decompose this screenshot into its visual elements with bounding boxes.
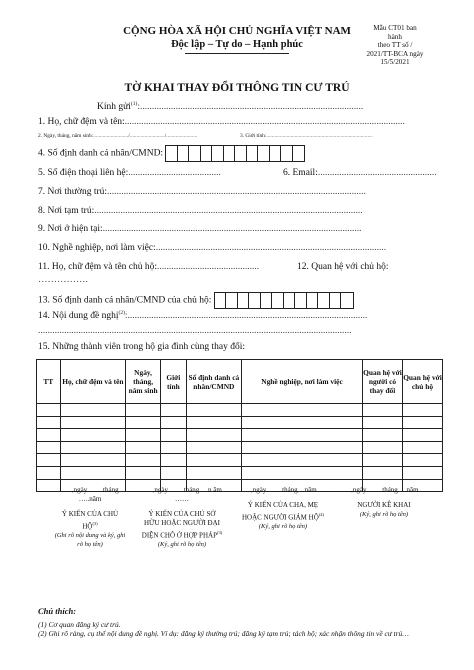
head-id-number-field[interactable] [38, 292, 354, 309]
signature-role: Ý KIẾN CỦA CHA, MẸ HOẶC NGƯỜI GIÁM HỘ$^{(4)}$ [241, 501, 325, 522]
signature-hint: (Ghi rõ nội dung và ký, ghi rõ họ tên) [54, 532, 126, 549]
fill-line: :..................................................................................................... [124, 311, 368, 322]
table-cell[interactable] [161, 429, 187, 442]
table-cell[interactable] [362, 466, 402, 479]
table-cell[interactable] [242, 429, 363, 442]
signature-block-declarant [338, 486, 430, 519]
table-cell[interactable] [37, 441, 61, 454]
email-label: 6. Email: [283, 168, 318, 178]
table-cell[interactable] [60, 404, 126, 417]
table-cell[interactable] [126, 404, 161, 417]
recipient-field[interactable] [97, 101, 363, 112]
table-header: Quan hệ với chủ hộ [402, 360, 442, 404]
signature-hint: (Ký, ghi rõ họ tên) [258, 523, 308, 531]
fill-line: ....................................... [128, 168, 221, 178]
table-cell[interactable] [60, 466, 126, 479]
id-number-label: 4. Số định danh cá nhân/CMND: [38, 148, 164, 159]
signature-hint: (Ký, ghi rõ họ tên) [157, 541, 207, 549]
table-header: Họ, chữ đệm và tên [60, 360, 126, 404]
table-cell[interactable] [242, 441, 363, 454]
signature-date: …..,ngày…….tháng….năm … [340, 486, 428, 494]
permanent-residence-label: 7. Nơi thường trú: [38, 187, 108, 197]
signature-date: …..,ngày…….tháng…năm … [240, 486, 326, 494]
table-cell[interactable] [186, 441, 241, 454]
table-cell[interactable] [186, 404, 241, 417]
table-cell[interactable] [402, 429, 442, 442]
form-code [364, 24, 426, 67]
fill-line: ……………. [38, 275, 88, 285]
fill-line: ................................................................................................................. [94, 206, 363, 216]
date-separator: / [128, 133, 130, 139]
fill-line: ............................................................................................................. [102, 224, 362, 234]
signature-role: NGƯỜI KÊ KHAI [357, 501, 411, 509]
fill-line: ...................................................................................................................... [124, 117, 405, 127]
date-separator: / [164, 133, 167, 139]
table-cell[interactable] [126, 429, 161, 442]
table-cell[interactable] [37, 416, 61, 429]
form-code-line: theo TT số / [377, 41, 413, 50]
table-cell[interactable] [362, 441, 402, 454]
table-cell[interactable] [161, 466, 187, 479]
signature-date: …..,ngày…….tháng….n ăm …… [142, 486, 222, 503]
signature-block-owner [140, 486, 224, 549]
fill-line: ....................... [166, 133, 198, 139]
dob-label: 2. Ngày, tháng, năm sinh: [38, 133, 94, 139]
table-cell[interactable] [126, 416, 161, 429]
table-row [37, 454, 443, 467]
table-cell[interactable] [402, 466, 442, 479]
table-header: TT [37, 360, 61, 404]
table-cell[interactable] [402, 441, 442, 454]
table-header: Nghề nghiệp, nơi làm việc [242, 360, 363, 404]
table-cell[interactable] [242, 454, 363, 467]
request-content-field[interactable] [38, 310, 367, 321]
occupation-field[interactable] [38, 243, 386, 253]
fill-line: ........................................... [157, 262, 260, 272]
temporary-residence-field[interactable] [38, 206, 363, 216]
table-cell[interactable] [126, 441, 161, 454]
table-row [37, 441, 443, 454]
table-cell[interactable] [242, 404, 363, 417]
table-header: Quan hệ với người có thay đổi [362, 360, 402, 404]
table-cell[interactable] [242, 466, 363, 479]
temporary-residence-label: 8. Nơi tạm trú: [38, 206, 95, 216]
full-name-field[interactable] [38, 117, 405, 127]
table-header: Ngày, tháng, năm sinh [126, 360, 161, 404]
table-row [37, 466, 443, 479]
table-cell[interactable] [161, 404, 187, 417]
table-cell[interactable] [161, 416, 187, 429]
table-header: Số định danh cá nhân/CMND [186, 360, 241, 404]
fill-line: ............................................................................... [266, 133, 373, 139]
table-cell[interactable] [60, 454, 126, 467]
recipient-label: Kính gửi [97, 102, 131, 113]
relation-to-head-field[interactable] [297, 262, 389, 272]
fill-line: .................................................................................................................................... [38, 326, 352, 336]
table-cell[interactable] [186, 429, 241, 442]
table-cell[interactable] [37, 404, 61, 417]
phone-field[interactable] [38, 168, 221, 178]
signature-date: …..,ngày…….tháng …..năm [61, 486, 119, 503]
table-cell[interactable] [60, 429, 126, 442]
signature-block-guardian [238, 486, 328, 531]
table-row [37, 416, 443, 429]
motto-underline [185, 53, 289, 54]
table-cell[interactable] [402, 404, 442, 417]
form-code-line: hành [388, 32, 402, 41]
table-cell[interactable] [60, 416, 126, 429]
table-cell[interactable] [402, 454, 442, 467]
footnote-ref: (2) [118, 310, 125, 316]
notes-title: Chú thích: [38, 606, 77, 616]
form-code-line: Mẫu CT01 ban [373, 24, 417, 32]
table-cell[interactable] [186, 466, 241, 479]
signature-hint: (Ký, ghi rõ họ tên) [359, 511, 409, 518]
form-title: TỜ KHAI THAY ĐỔI THÔNG TIN CƯ TRÚ [124, 82, 350, 94]
signature-block-household-head [54, 486, 126, 549]
gender-label: 3. Giới tính: [240, 133, 267, 139]
table-cell[interactable] [37, 454, 61, 467]
household-head-name-field[interactable] [38, 262, 259, 272]
footnote-ref: (1) [130, 101, 138, 107]
table-cell[interactable] [402, 416, 442, 429]
fill-line: .......................... [129, 133, 165, 139]
table-row [37, 404, 443, 417]
head-id-number-label: 13. Số định danh cá nhân/CMND của chủ hộ: [38, 295, 212, 306]
signature-role: Ý KIẾN CỦA CHỦ HỘ$^{(3)}$ [61, 510, 119, 531]
table-cell[interactable] [60, 441, 126, 454]
table-cell[interactable] [186, 416, 241, 429]
current-residence-label: 9. Nơi ở hiện tại: [38, 224, 103, 234]
form-code-line: 15/5/2021 [380, 58, 410, 67]
table-cell[interactable] [37, 466, 61, 479]
table-row [37, 429, 443, 442]
table-cell[interactable] [37, 429, 61, 442]
table-cell[interactable] [126, 454, 161, 467]
members-heading: 15. Những thành viên trong hộ gia đình cùng thay đổi: [38, 342, 245, 352]
signature-role: Ý KIẾN CỦA CHỦ SỞ HỮU HOẶC NGƯỜI ĐẠI DIỆN CHỖ Ở HỢP PHÁP$^{(3)}$ [141, 510, 223, 540]
head-id-number-boxes[interactable] [214, 292, 354, 309]
relation-to-head-label: 12. Quan hệ với chủ hộ: [297, 262, 389, 272]
full-name-label: 1. Họ, chữ đệm và tên: [38, 117, 125, 127]
members-table [36, 359, 443, 492]
fill-line: ................................................................................................. [155, 243, 387, 253]
household-head-name-label: 11. Họ, chữ đệm và tên chủ hộ: [38, 262, 158, 272]
occupation-label: 10. Nghề nghiệp, nơi làm việc: [38, 243, 156, 253]
fill-line: .................................................. [317, 168, 437, 178]
table-cell[interactable] [161, 454, 187, 467]
note-item: (1) Cơ quan đăng ký cư trú. [38, 620, 121, 629]
id-number-boxes[interactable] [165, 145, 305, 162]
table-cell[interactable] [126, 466, 161, 479]
current-residence-field[interactable] [38, 224, 362, 234]
table-cell[interactable] [362, 454, 402, 467]
form-code-line: 2021/TT-BCA ngày [366, 49, 424, 58]
table-cell[interactable] [161, 441, 187, 454]
table-cell[interactable] [362, 429, 402, 442]
gender-field[interactable] [240, 133, 373, 139]
dob-field[interactable] [38, 133, 197, 139]
table-cell[interactable] [242, 416, 363, 429]
table-cell[interactable] [362, 404, 402, 417]
note-item: (2) Ghi rõ ràng, cụ thể nội dung đề nghị. Ví dụ: đăng ký thường trú; đăng ký tạm trú; tách hộ; xác nhận thông tin về cư trú… [38, 629, 409, 638]
table-cell[interactable] [186, 454, 241, 467]
id-number-field[interactable] [38, 145, 305, 162]
permanent-residence-field[interactable] [38, 187, 366, 197]
fill-line: :.............................................................................................. [137, 102, 364, 113]
table-header: Giới tính [161, 360, 187, 404]
motto: Độc lập – Tự do – Hạnh phúc [171, 39, 303, 50]
fill-line: .......................... [93, 133, 129, 139]
request-content-label: 14. Nội dung đề nghị [38, 311, 119, 322]
nation-heading: CỘNG HÒA XÃ HỘI CHỦ NGHĨA VIỆT NAM [123, 25, 351, 37]
fill-line: ............................................................................................................. [107, 187, 366, 197]
table-cell[interactable] [362, 416, 402, 429]
phone-label: 5. Số điện thoại liên hệ: [38, 168, 129, 178]
email-field[interactable] [283, 168, 437, 178]
